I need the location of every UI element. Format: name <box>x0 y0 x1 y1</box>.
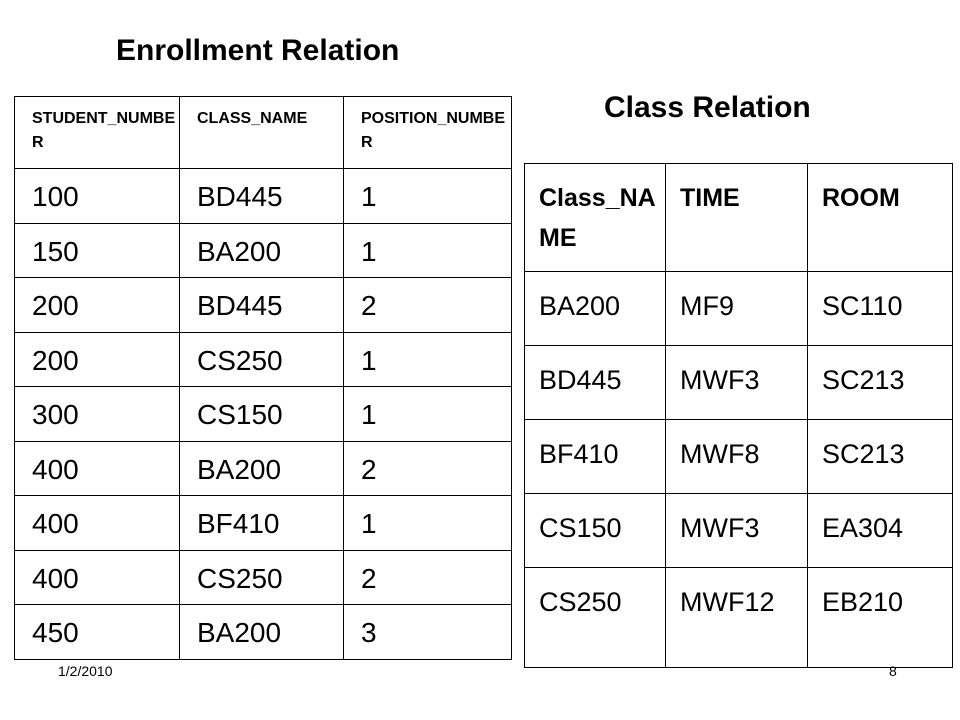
position-number-cell: 1 <box>344 387 512 442</box>
class-name-cell: BA200 <box>180 605 344 660</box>
class-name-cell: BF410 <box>525 420 666 494</box>
table-row <box>15 223 512 278</box>
student-number-cell: 200 <box>15 278 180 333</box>
class-name-cell: CS250 <box>180 550 344 605</box>
table-row <box>15 605 512 660</box>
student-number-cell: 200 <box>15 332 180 387</box>
position-number-cell: 3 <box>344 605 512 660</box>
time-cell: MWF3 <box>666 494 808 568</box>
table-row <box>15 441 512 496</box>
enrollment-relation-title: Enrollment Relation <box>116 34 400 67</box>
class-name-cell: BD445 <box>180 278 344 333</box>
class-header-class-name: Class_NAME <box>525 164 666 272</box>
student-number-cell: 100 <box>15 169 180 224</box>
table-row <box>15 278 512 333</box>
time-cell: MF9 <box>666 272 808 346</box>
student-number-cell: 300 <box>15 387 180 442</box>
class-name-cell: CS150 <box>180 387 344 442</box>
time-cell: MWF12 <box>666 568 808 668</box>
student-number-cell: 400 <box>15 496 180 551</box>
enrollment-header-position-number: POSITION_NUMBER <box>344 97 512 169</box>
room-cell: SC213 <box>808 420 953 494</box>
student-number-cell: 150 <box>15 223 180 278</box>
page-number: 8 <box>889 663 897 679</box>
enrollment-relation-table <box>14 96 512 660</box>
student-number-cell: 400 <box>15 550 180 605</box>
class-header-row <box>525 164 953 272</box>
class-name-cell: BA200 <box>180 223 344 278</box>
table-row <box>525 568 953 668</box>
class-name-cell: BA200 <box>180 441 344 496</box>
table-row <box>15 496 512 551</box>
table-row <box>525 420 953 494</box>
time-cell: MWF8 <box>666 420 808 494</box>
enrollment-header-class-name: CLASS_NAME <box>180 97 344 169</box>
table-row <box>15 387 512 442</box>
class-relation-title: Class Relation <box>604 91 811 124</box>
room-cell: EA304 <box>808 494 953 568</box>
class-name-cell: BD445 <box>180 169 344 224</box>
position-number-cell: 2 <box>344 441 512 496</box>
position-number-cell: 2 <box>344 278 512 333</box>
class-header-room: ROOM <box>808 164 953 272</box>
table-row <box>525 346 953 420</box>
room-cell: SC213 <box>808 346 953 420</box>
table-row <box>525 494 953 568</box>
position-number-cell: 2 <box>344 550 512 605</box>
table-row <box>15 169 512 224</box>
position-number-cell: 1 <box>344 223 512 278</box>
position-number-cell: 1 <box>344 169 512 224</box>
class-name-cell: BF410 <box>180 496 344 551</box>
room-cell: SC110 <box>808 272 953 346</box>
table-row <box>525 272 953 346</box>
class-name-cell: CS250 <box>525 568 666 668</box>
class-name-cell: BA200 <box>525 272 666 346</box>
time-cell: MWF3 <box>666 346 808 420</box>
class-name-cell: BD445 <box>525 346 666 420</box>
student-number-cell: 400 <box>15 441 180 496</box>
table-row <box>15 550 512 605</box>
table-row <box>15 332 512 387</box>
room-cell: EB210 <box>808 568 953 668</box>
position-number-cell: 1 <box>344 496 512 551</box>
class-relation-table <box>524 163 953 668</box>
student-number-cell: 450 <box>15 605 180 660</box>
enrollment-header-row <box>15 97 512 169</box>
position-number-cell: 1 <box>344 332 512 387</box>
footer-date: 1/2/2010 <box>58 663 113 679</box>
class-name-cell: CS150 <box>525 494 666 568</box>
class-name-cell: CS250 <box>180 332 344 387</box>
class-header-time: TIME <box>666 164 808 272</box>
enrollment-header-student-number: STUDENT_NUMBER <box>15 97 180 169</box>
